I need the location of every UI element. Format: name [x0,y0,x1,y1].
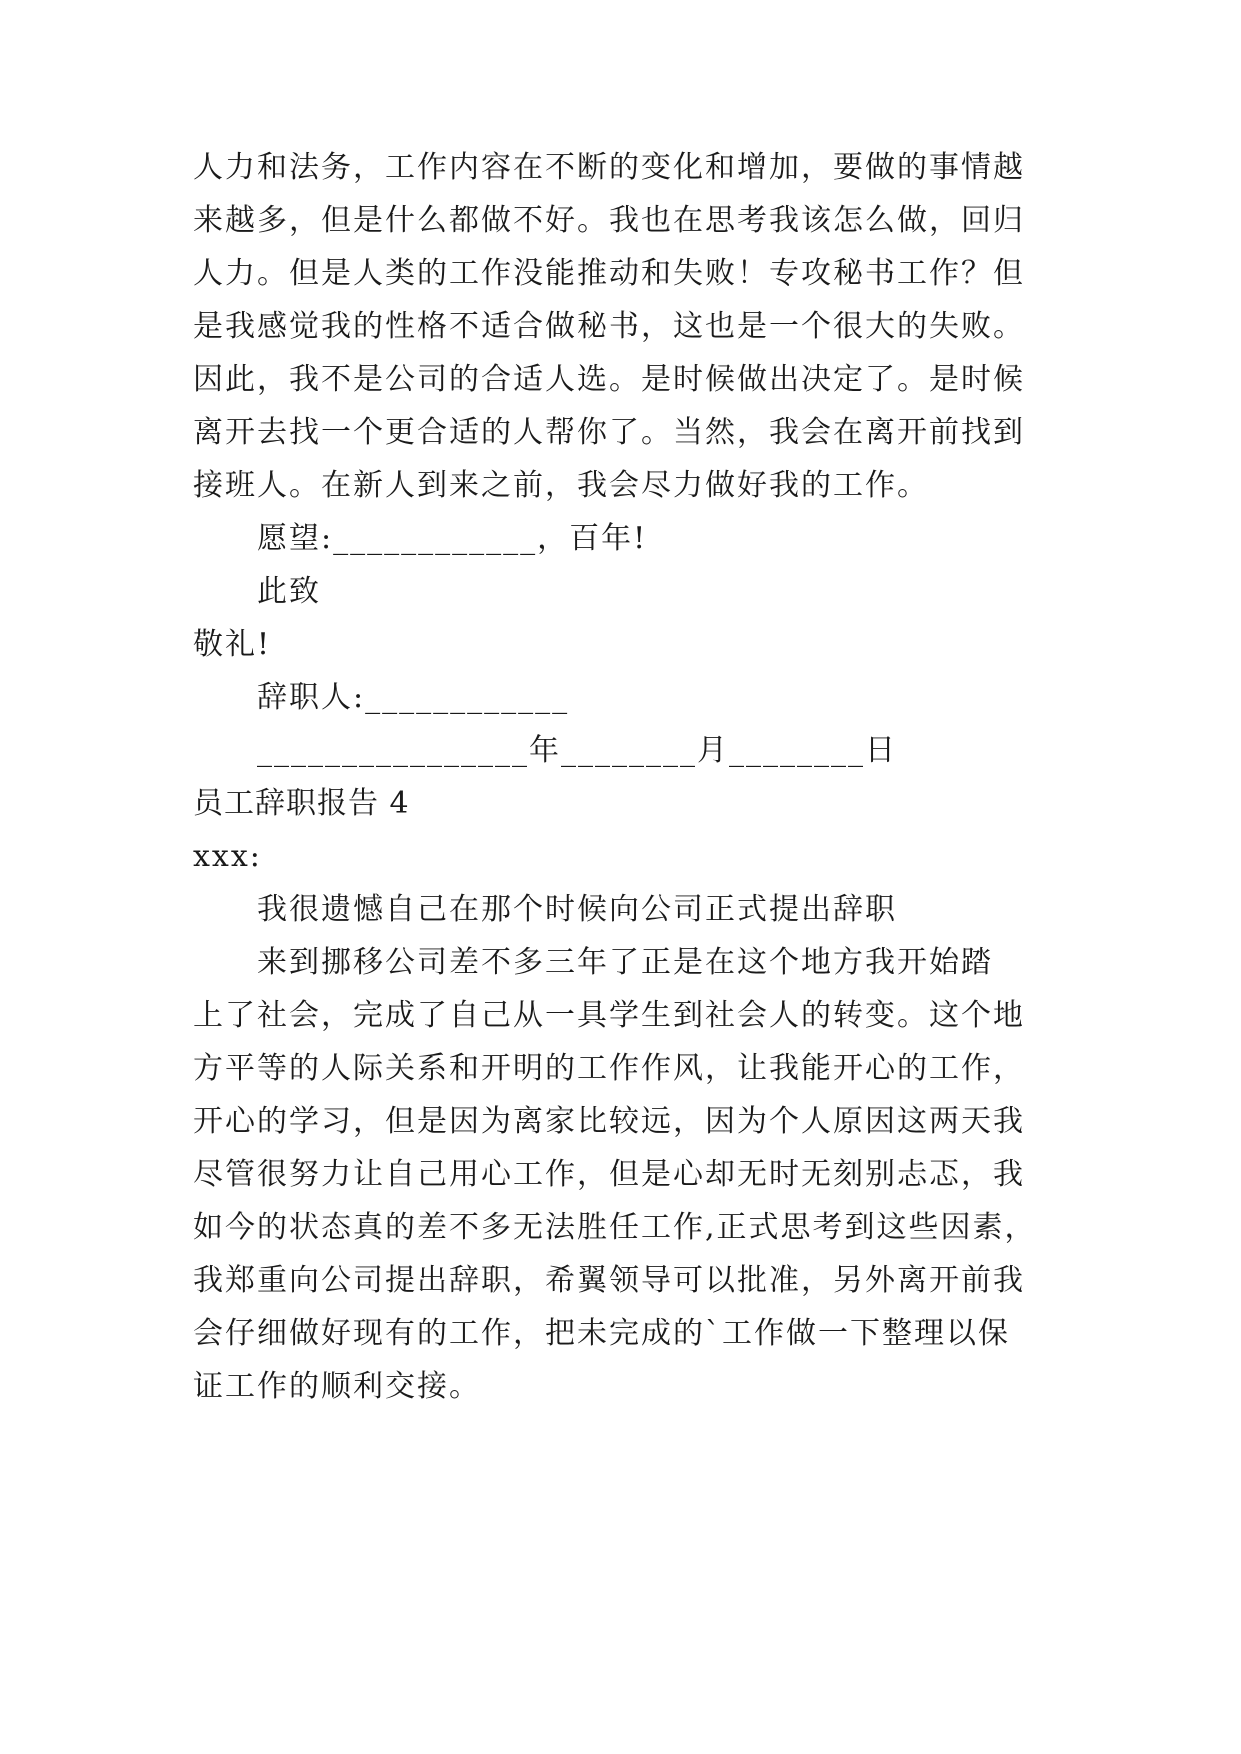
paragraph-line: 来到挪移公司差不多三年了正是在这个地方我开始踏 [257,945,993,980]
paragraph-line: 尽管很努力让自己用心工作，但是心却无时无刻别忐忑，我 [193,1157,1025,1192]
paragraph-line: 离开去找一个更合适的人帮你了。当然，我会在离开前找到 [193,415,1025,450]
paragraph-line: 因此，我不是公司的合适人选。是时候做出决定了。是时候 [193,362,1025,397]
salutation: xxx: [193,839,262,874]
date-line: ________________年________月________日 [257,733,897,768]
paragraph-line: 人力和法务，工作内容在不断的变化和增加，要做的事情越 [193,150,1025,185]
closing-salute: 敬礼! [193,627,272,662]
paragraph-line: 会仔细做好现有的工作，把未完成的`工作做一下整理以保 [193,1316,1010,1351]
paragraph-line: 接班人。在新人到来之前，我会尽力做好我的工作。 [193,468,929,503]
paragraph-line: 人力。但是人类的工作没能推动和失败！专攻秘书工作？但 [193,256,1025,291]
paragraph-line: 开心的学习，但是因为离家比较远，因为个人原因这两天我 [193,1104,1025,1139]
section-title: 员工辞职报告 4 [193,786,410,821]
paragraph-line: 来越多，但是什么都做不好。我也在思考我该怎么做，回归 [193,203,1025,238]
closing-line: 此致 [257,574,321,609]
paragraph-line: 如今的状态真的差不多无法胜任工作,正式思考到这些因素， [193,1210,1037,1245]
paragraph-line: 是我感觉我的性格不适合做秘书，这也是一个很大的失败。 [193,309,1025,344]
resigner-line: 辞职人:____________ [257,680,570,715]
paragraph-line: 方平等的人际关系和开明的工作作风，让我能开心的工作， [193,1051,1025,1086]
paragraph-line: 证工作的顺利交接。 [193,1369,481,1404]
paragraph-line: 上了社会，完成了自己从一具学生到社会人的转变。这个地 [193,998,1025,1033]
paragraph-first-line: 我很遗憾自己在那个时候向公司正式提出辞职 [257,892,897,927]
paragraph-line: 我郑重向公司提出辞职，希翼领导可以批准，另外离开前我 [193,1263,1025,1298]
wish-line: 愿望:____________，百年! [257,521,648,556]
